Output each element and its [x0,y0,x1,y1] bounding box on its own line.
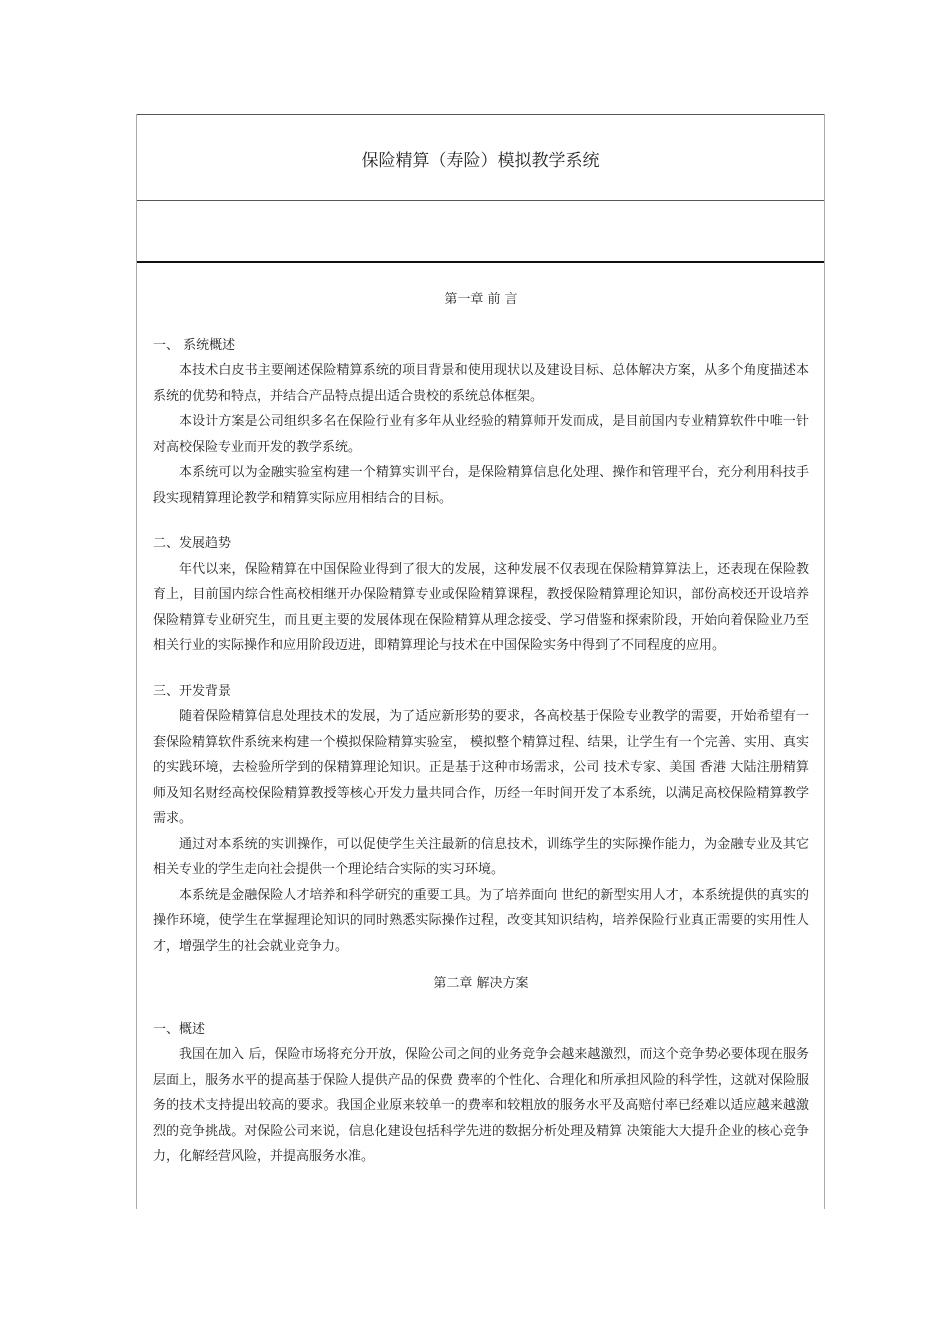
right-border-line [824,114,825,1209]
section-heading: 一、 系统概述 [153,337,236,353]
section-heading: 一、概述 [153,1021,206,1037]
document-title: 保险精算（寿险）模拟教学系统 [361,151,600,171]
document-body [153,287,809,1170]
paragraph: 本系统可以为金融实验室构建一个精算实训平台，是保险精算信息化处理、操作和管理平台，充分利用科技手段实现精算理论教学和精算实际应用相结合的目标。 [153,465,809,506]
chapter-title: 第一章 前 言 [444,292,518,307]
paragraph: 年代以来，保险精算在中国保险业得到了很大的发展，这种发展不仅表现在保险精算算法上，还表现在保险教育上，目前国内综合性高校相继开办保险精算专业或保险精算课程，教授保险精算理论知识，部份高校还开设培养保险精算专业研究生，而且更主要的发展体现在保险精算从理念接受、学习借鉴和探索阶段，开始向着保险业乃至相关行业的实际操作和应用阶段迈进，即精算理论与技术在中国保险实务中得到了不同程度的应用。 [153,561,809,653]
section-heading: 二、发展趋势 [153,536,232,551]
paragraph: 通过对本系统的实训操作，可以促使学生关注最新的信息技术，训练学生的实际操作能力，为金融专业及其它相关专业的学生走向社会提供一个理论结合实际的实习环境。 [153,836,809,877]
paragraph: 我国在加入 后，保险市场将充分开放，保险公司之间的业务竞争会越来越激烈，而这个竞争势必要体现在服务层面上，服务水平的提高基于保险人提供产品的保费 费率的个性化、合理化和所承担风险的科学性，这就对保险服务的技术支持提出较高的要求。我国企业原来较单一的费率和较粗放的服务水平及高赔付率已经难以适应越来越激烈的竞争挑战。对保险公司来说，信息化建设包括科学先进的数据分析处理及精算 决策能大大提升企业的核心竞争力，化解经营风险，并提高服务水准。 [153,1047,809,1164]
header-bottom-rule [136,261,825,263]
paragraph: 本技术白皮书主要阐述保险精算系统的项目背景和使用现状以及建设目标、总体解决方案，从多个角度描述本系统的优势和特点，并结合产品特点提出适合贵校的系统总体框架。 [153,363,809,404]
paragraph: 本系统是金融保险人才培养和科学研究的重要工具。为了培养面向 世纪的新型实用人才，本系统提供的真实的操作环境，使学生在掌握理论知识的同时熟悉实际操作过程，改变其知识结构，培养保险行业真正需要的实用性人才，增强学生的社会就业竞争力。 [153,887,809,954]
paragraph: 本设计方案是公司组织多名在保险行业有多年从业经验的精算师开发而成，是目前国内专业精算软件中唯一针对高校保险专业而开发的教学系统。 [153,414,809,455]
section-heading: 三、开发背景 [153,683,232,699]
header-top-rule [136,114,825,115]
chapter-title: 第二章 解决方案 [433,976,529,991]
paragraph: 随着保险精算信息处理技术的发展，为了适应新形势的要求，各高校基于保险专业教学的需要，开始希望有一套保险精算软件系统来构建一个模拟保险精算实验室， 模拟整个精算过程、结果，让学生有一个完善、实用、真实的实践环境，去检验所学到的保精算理论知识。正是基于这种市场需求，公司 技术专家、美国 香港 大陆注册精算师及知名财经高校保险精算教授等核心开发力量共同合作，历经一年时间开发了本系统，以满足高校保险精算教学需求。 [153,709,809,826]
header-middle-rule [136,200,825,201]
left-border-line [136,114,137,1209]
